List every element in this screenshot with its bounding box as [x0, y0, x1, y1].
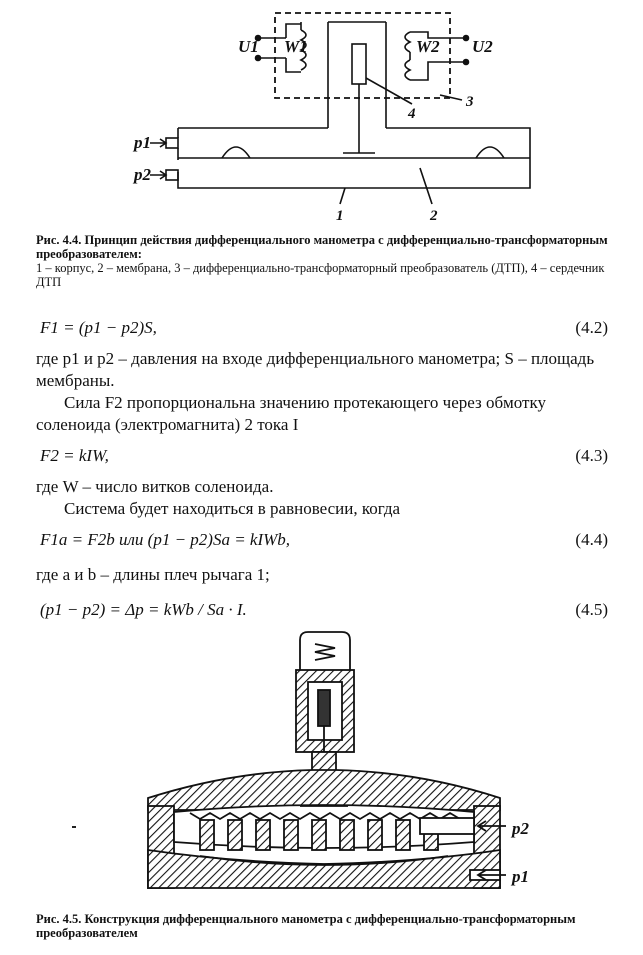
figure-4-4-diagram [0, 0, 643, 230]
label-p1-port: p1 [512, 867, 529, 886]
figure-4-5-caption: Рис. 4.5. Конструкция дифференциального манометра с дифференциально-трансформаторным преобразователем [36, 912, 576, 940]
equation-4-4 [40, 530, 608, 550]
equation-formula: F1a = F2b или (p1 − p2)Sa = kIWb, [40, 530, 291, 549]
label-3: 3 [466, 94, 474, 110]
figure-4-5-diagram [0, 630, 643, 900]
equation-number: (4.2) [575, 318, 608, 337]
paragraph-pressures: где p1 и p2 – давления на входе дифференциального манометра; S – площадь мембраны. [36, 349, 595, 390]
paragraph-lever: где a и b – длины плеч рычага 1; [36, 565, 270, 584]
paragraph-turns: где W – число витков соленоида. [36, 477, 274, 496]
figure-4-4-caption [36, 233, 616, 289]
label-u1: U1 [238, 37, 259, 56]
equation-formula: F1 = (p1 − p2)S, [40, 318, 157, 337]
scan-speck [72, 826, 76, 828]
upper-dome [148, 770, 500, 810]
label-w2: W2 [416, 37, 440, 56]
paragraph-equilibrium: Система будет находиться в равновесии, когда [64, 499, 401, 518]
core-4 [352, 44, 366, 84]
equation-formula: F2 = kIW, [40, 446, 109, 465]
label-p2-in: p2 [134, 165, 151, 184]
label-4: 4 [408, 106, 416, 122]
label-1: 1 [336, 208, 344, 224]
label-w1: W1 [284, 37, 308, 56]
paragraph-force-f2: Сила F2 пропорциональна значению протекающего через обмотку соленоида (электромагнита) 2 тока I [36, 393, 546, 434]
figure-4-4-caption-lead: Рис. 4.4. Принцип действия дифференциального манометра с дифференциально-трансформаторным преобразователем: [36, 233, 608, 261]
equation-4-3 [40, 446, 608, 466]
figure-4-4-caption-body: 1 – корпус, 2 – мембрана, 3 – дифференциально-трансформаторный преобразователь (ДТП), 4 – сердечник ДТП [36, 261, 605, 289]
label-2: 2 [430, 208, 438, 224]
label-u2: U2 [472, 37, 493, 56]
equation-number: (4.3) [575, 446, 608, 465]
label-p2-port: p2 [512, 819, 529, 838]
equation-number: (4.5) [575, 600, 608, 619]
equation-4-2 [40, 318, 608, 338]
equation-4-5 [40, 600, 608, 620]
equation-number: (4.4) [575, 530, 608, 549]
equation-formula: (p1 − p2) = Δp = kWb / Sa · I. [40, 600, 247, 619]
label-p1-in: p1 [134, 133, 151, 152]
